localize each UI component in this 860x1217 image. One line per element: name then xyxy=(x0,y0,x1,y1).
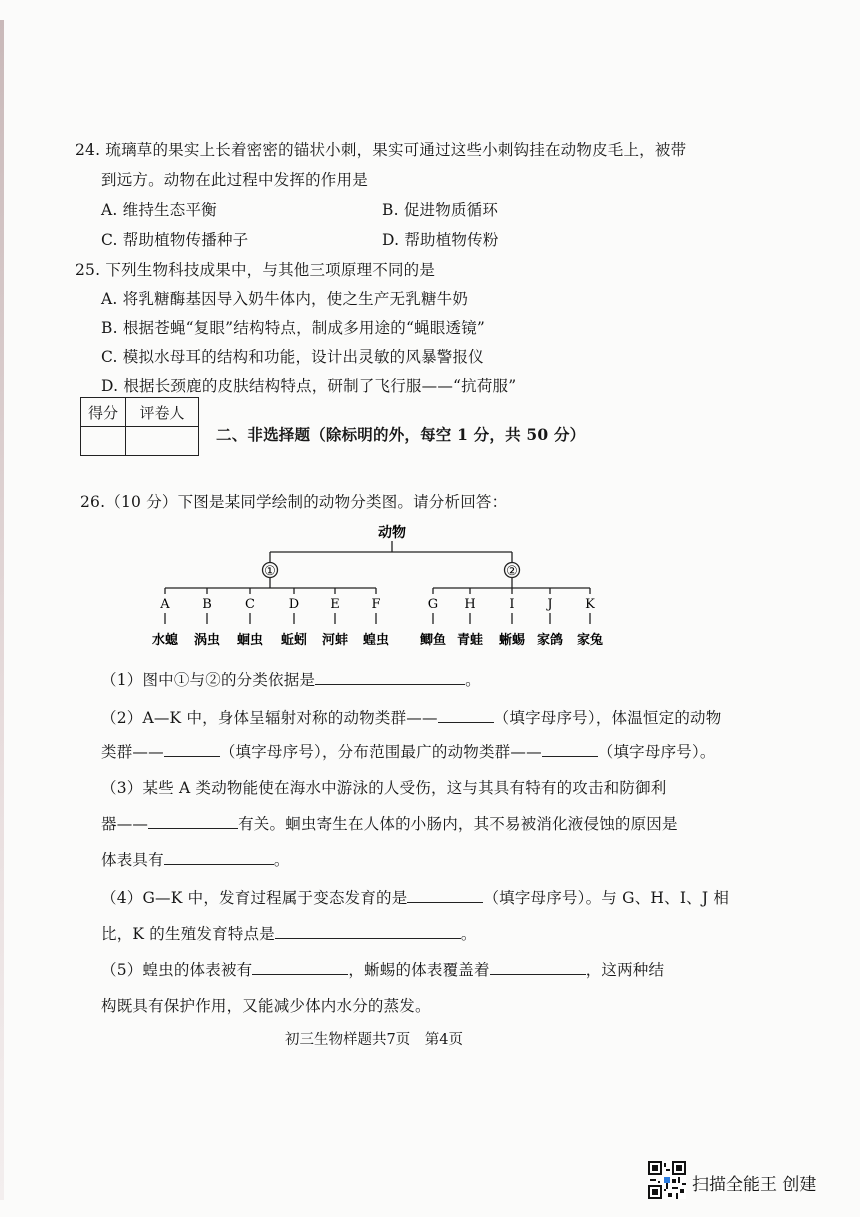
diagram-letter-h: H xyxy=(464,597,476,612)
q26-p2-c: 类群—— xyxy=(101,743,164,761)
answer-blank-5a[interactable] xyxy=(252,960,348,975)
score-table xyxy=(80,397,199,456)
diagram-letter-c: C xyxy=(245,597,255,612)
answer-blank-4a[interactable] xyxy=(407,888,483,903)
q26-p4-c: 比，K 的生殖发育特点是 xyxy=(101,925,275,943)
q24-option-b: B. 促进物质循环 xyxy=(382,201,499,219)
q26-p4-b: （填字母序号）。与 G、H、I、J 相 xyxy=(483,889,730,907)
diagram-animal-b: 涡虫 xyxy=(193,633,221,648)
answer-blank-1[interactable] xyxy=(315,670,465,685)
q26-p4-d: 。 xyxy=(460,925,477,943)
q26-p3-c: 有关。蛔虫寄生在人体的小肠内，其不易被消化液侵蚀的原因是 xyxy=(238,815,678,833)
diagram-animal-c: 蛔虫 xyxy=(236,633,264,648)
diagram-letter-j: J xyxy=(547,597,553,612)
q26-part5-line1 xyxy=(101,958,664,980)
diagram-letter-a: A xyxy=(160,597,170,612)
q25-stem: 25. 下列生物科技成果中，与其他三项原理不同的是 xyxy=(75,261,436,279)
answer-blank-3a[interactable] xyxy=(148,814,238,829)
diagram-letter-g: G xyxy=(427,597,439,612)
q26-p2-e: （填字母序号）。 xyxy=(597,743,716,761)
diagram-animal-k: 家兔 xyxy=(576,633,604,648)
q26-p3-d: 体表具有 xyxy=(101,851,164,869)
diagram-animal-g: 鲫鱼 xyxy=(419,633,447,648)
group2-label: ② xyxy=(506,564,518,579)
q26-p3-e: 。 xyxy=(273,851,290,869)
section2-title: 二、非选择题（除标明的外，每空 1 分，共 50 分） xyxy=(216,425,586,444)
diagram-letter-d: D xyxy=(288,597,300,612)
page-footer: 初三生物样题共7页 第4页 xyxy=(285,1032,463,1048)
q25-option-a: A. 将乳糖酶基因导入奶牛体内，使之生产无乳糖牛奶 xyxy=(101,290,469,308)
q26-p2-a: （2）A—K 中，身体呈辐射对称的动物类群—— xyxy=(101,709,438,727)
diagram-letter-b: B xyxy=(202,597,212,612)
q26-part2-line1 xyxy=(101,706,721,728)
diagram-letter-f: F xyxy=(371,597,381,612)
answer-blank-5b[interactable] xyxy=(490,960,586,975)
answer-blank-3b[interactable] xyxy=(164,850,274,865)
q26-part3-line2 xyxy=(101,812,678,834)
answer-blank-2b[interactable] xyxy=(164,742,220,757)
answer-blank-2a[interactable] xyxy=(438,708,494,723)
q26-p4-a: （4）G—K 中，发育过程属于变态发育的是 xyxy=(101,889,408,907)
q26-p2-d: （填字母序号），分布范围最广的动物类群—— xyxy=(219,743,542,761)
diagram-animal-i: 蜥蜴 xyxy=(498,633,526,648)
q26-part5-line2: 构既具有保护作用，又能减少体内水分的蒸发。 xyxy=(101,997,431,1015)
animal-classification-diagram xyxy=(140,522,620,652)
q24-option-c: C. 帮助植物传播种子 xyxy=(101,231,249,249)
diagram-letter-i: I xyxy=(509,597,515,612)
answer-blank-2c[interactable] xyxy=(542,742,598,757)
q25-option-c: C. 模拟水母耳的结构和功能，设计出灵敏的风暴警报仪 xyxy=(101,348,484,366)
q24-stem-line1: 24. 琉璃草的果实上长着密密的锚状小刺，果实可通过这些小刺钩挂在动物皮毛上，被带 xyxy=(75,141,687,159)
q26-part4-line2 xyxy=(101,922,477,944)
grader-cell xyxy=(126,427,199,456)
diagram-animal-h: 青蛙 xyxy=(456,633,484,648)
qr-code-icon xyxy=(648,1161,686,1199)
diagram-animal-e: 河蚌 xyxy=(321,633,349,648)
q26-stem: 26.（10 分）下图是某同学绘制的动物分类图。请分析回答： xyxy=(80,493,508,511)
q26-part2-line2 xyxy=(101,740,716,762)
answer-blank-4b[interactable] xyxy=(275,924,461,939)
q26-p2-b: （填字母序号），体温恒定的动物 xyxy=(493,709,722,727)
q26-part1 xyxy=(101,668,481,690)
grader-header: 评卷人 xyxy=(126,398,199,427)
diagram-animal-f: 蝗虫 xyxy=(362,633,390,648)
score-header: 得分 xyxy=(81,398,126,427)
q26-part4-line1 xyxy=(101,886,729,908)
q25-option-b: B. 根据苍蝇“复眼”结构特点，制成多用途的“蝇眼透镜” xyxy=(101,319,486,337)
group1-label: ① xyxy=(264,564,276,579)
q26-part3-line1: （3）某些 A 类动物能使在海水中游泳的人受伤，这与其具有特有的攻击和防御利 xyxy=(101,779,667,797)
diagram-root-label: 动物 xyxy=(378,525,406,541)
q26-p1-text: （1）图中①与②的分类依据是 xyxy=(101,671,316,689)
diagram-animal-d: 蚯蚓 xyxy=(280,633,308,648)
q26-p3-b: 器—— xyxy=(101,815,149,833)
diagram-animal-a: 水螅 xyxy=(151,633,179,648)
q24-option-d: D. 帮助植物传粉 xyxy=(382,231,499,249)
diagram-letter-k: K xyxy=(585,597,595,612)
q26-part3-line3 xyxy=(101,848,290,870)
q24-stem-line2: 到远方。动物在此过程中发挥的作用是 xyxy=(101,171,368,189)
q25-option-d: D. 根据长颈鹿的皮肤结构特点，研制了飞行服——“抗荷服” xyxy=(101,377,517,395)
q26-p5-b: ，蜥蜴的体表覆盖着 xyxy=(348,961,490,979)
scan-edge xyxy=(0,20,4,1200)
q26-p1-end: 。 xyxy=(465,671,481,689)
scanner-watermark: 扫描全能王 创建 xyxy=(692,1175,817,1195)
q24-option-a: A. 维持生态平衡 xyxy=(101,201,217,219)
diagram-animal-j: 家鸽 xyxy=(536,633,564,648)
score-cell xyxy=(81,427,126,456)
diagram-letter-e: E xyxy=(330,597,340,612)
q26-p5-c: ，这两种结 xyxy=(585,961,665,979)
q26-p5-a: （5）蝗虫的体表被有 xyxy=(101,961,253,979)
